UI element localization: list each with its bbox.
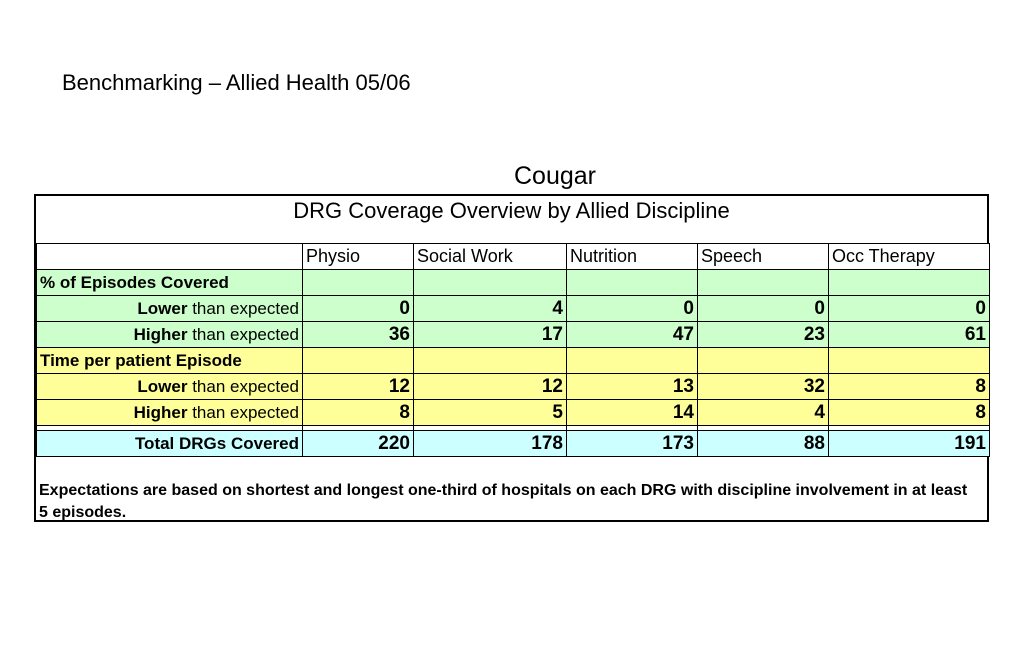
value-cell: 8: [303, 400, 414, 426]
value-cell: 0: [698, 296, 829, 322]
total-value-cell: 88: [698, 431, 829, 457]
value-cell: 61: [829, 322, 990, 348]
row-label-bold: Lower: [137, 298, 188, 318]
row-label: [37, 374, 303, 400]
section-header-row: [37, 270, 990, 296]
empty-cell: [303, 348, 414, 374]
row-label-rest: than expected: [187, 402, 299, 422]
column-header-speech: Speech: [698, 244, 829, 270]
row-label: [37, 400, 303, 426]
row-label-bold: Higher: [133, 324, 188, 344]
value-cell: 4: [414, 296, 567, 322]
value-cell: 8: [829, 400, 990, 426]
table-row: [37, 322, 990, 348]
table-title: DRG Coverage Overview by Allied Discipline: [293, 198, 730, 223]
value-cell: 36: [303, 322, 414, 348]
value-cell: 14: [567, 400, 698, 426]
footnote: Expectations are based on shortest and longest one-third of hospitals on each DRG with discipline involvement in at least 5 episodes.: [39, 482, 968, 521]
empty-cell: [829, 348, 990, 374]
value-cell: 5: [414, 400, 567, 426]
value-cell: 23: [698, 322, 829, 348]
total-row: [37, 431, 990, 457]
header-row: [37, 244, 990, 270]
value-cell: 12: [303, 374, 414, 400]
total-value-cell: 178: [414, 431, 567, 457]
value-cell: 0: [829, 296, 990, 322]
column-header-nutrition: Nutrition: [567, 244, 698, 270]
value-cell: 12: [414, 374, 567, 400]
value-cell: 47: [567, 322, 698, 348]
empty-cell: [567, 348, 698, 374]
empty-cell: [698, 348, 829, 374]
organisation-name: Cougar: [514, 162, 596, 190]
value-cell: 0: [567, 296, 698, 322]
value-cell: 0: [303, 296, 414, 322]
value-cell: 13: [567, 374, 698, 400]
value-cell: 4: [698, 400, 829, 426]
row-label-rest: than expected: [187, 376, 299, 396]
column-header-physio: Physio: [303, 244, 414, 270]
slide-title: Benchmarking – Allied Health 05/06: [62, 70, 411, 95]
total-value-cell: 173: [567, 431, 698, 457]
row-label: [37, 296, 303, 322]
total-label: Total DRGs Covered: [37, 431, 303, 457]
table-row: [37, 400, 990, 426]
empty-cell: [698, 270, 829, 296]
table-row: [37, 296, 990, 322]
row-label: [37, 322, 303, 348]
empty-cell: [414, 270, 567, 296]
table-row: [37, 374, 990, 400]
section-label-episodes-covered: % of Episodes Covered: [37, 270, 303, 296]
total-value-cell: 191: [829, 431, 990, 457]
value-cell: 8: [829, 374, 990, 400]
section-label-time-per-episode: Time per patient Episode: [37, 348, 303, 374]
value-cell: 17: [414, 322, 567, 348]
header-blank-cell: [37, 244, 303, 270]
row-label-rest: than expected: [187, 324, 299, 344]
empty-cell: [414, 348, 567, 374]
empty-cell: [567, 270, 698, 296]
coverage-table: [36, 243, 990, 457]
total-value-cell: 220: [303, 431, 414, 457]
row-label-bold: Lower: [137, 376, 188, 396]
value-cell: 32: [698, 374, 829, 400]
column-header-social-work: Social Work: [414, 244, 567, 270]
row-label-bold: Higher: [133, 402, 188, 422]
coverage-table-frame: [34, 194, 989, 522]
column-header-occ-therapy: Occ Therapy: [829, 244, 990, 270]
empty-cell: [303, 270, 414, 296]
section-header-row: [37, 348, 990, 374]
row-label-rest: than expected: [187, 298, 299, 318]
empty-cell: [829, 270, 990, 296]
